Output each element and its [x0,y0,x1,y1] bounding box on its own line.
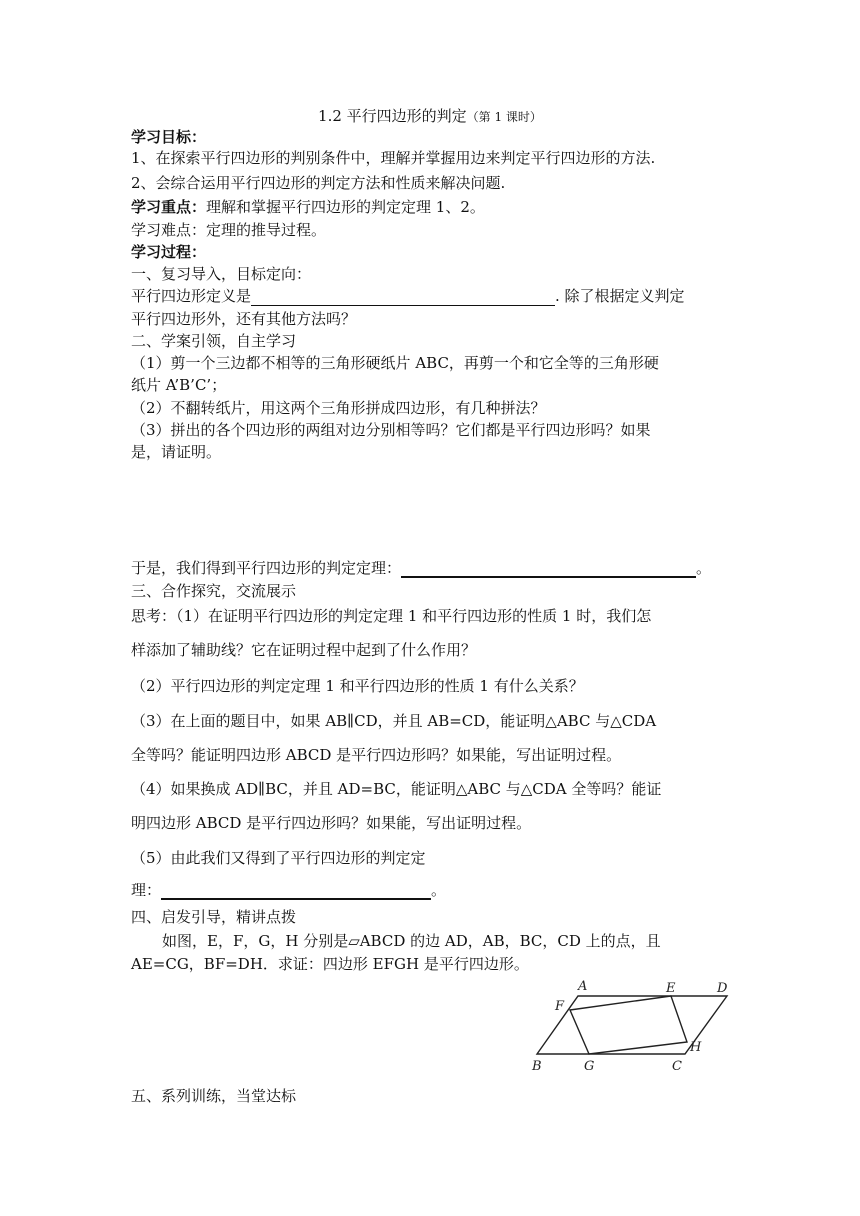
theorem-prompt-end: 。 [696,559,712,577]
definition-line-2: 平行四边形外，还有其他方法吗？ [131,310,357,328]
process-heading: 学习过程： [131,243,207,261]
activity-q3-line2: 是，请证明。 [131,443,222,461]
section5-heading: 五、系列训练，当堂达标 [131,1087,297,1105]
explore-q5-line2 [131,880,446,900]
key-point [131,197,485,217]
think-line2: 样添加了辅助线？它在证明过程中起到了什么作用？ [131,641,477,659]
title-main: 1.2 平行四边形的判定 [318,107,467,125]
quadrilateral-efgh [570,996,687,1054]
section3-heading: 三、合作探究，交流展示 [131,582,297,600]
theorem2-answer-blank[interactable] [161,881,431,900]
activity-q1-line1: （1）剪一个三边都不相等的三角形硬纸片 ABC，再剪一个和它全等的三角形硬 [131,354,659,372]
label-f: F [555,999,565,1014]
section4-heading: 四、启发引导，精讲点拨 [131,908,297,926]
definition-answer-blank[interactable] [251,288,555,306]
difficulty-label: 学习难点： [131,221,207,239]
explore-q4-line2: 明四边形 ABCD 是平行四边形吗？如果能，写出证明过程。 [131,814,532,832]
explore-q3-line2: 全等吗？能证明四边形 ABCD 是平行四边形吗？如果能，写出证明过程。 [131,746,622,764]
definition-prompt-end: . 除了根据定义判定 [555,287,685,305]
key-point-label: 学习重点： [131,198,207,216]
parallelogram-figure [520,975,745,1080]
section2-heading: 二、学案引领，自主学习 [131,332,297,350]
explore-q3-line1: （3）在上面的题目中，如果 AB∥CD，并且 AB=CD，能证明△ABC 与△CDA [131,712,657,730]
theorem-line [131,558,711,578]
difficulty [131,220,326,240]
label-e: E [666,981,676,996]
goal-item-1: 1、在探索平行四边形的判别条件中，理解并掌握用边来判定平行四边形的方法. [131,149,656,167]
label-b: B [532,1059,542,1074]
difficulty-text: 定理的推导过程。 [206,221,327,239]
goals-heading: 学习目标： [131,128,207,146]
theorem-answer-blank[interactable] [401,559,696,578]
theorem-prompt: 于是，我们得到平行四边形的判定定理： [131,559,402,577]
label-d: D [717,981,728,996]
label-g: G [584,1059,595,1074]
goal-item-2: 2、会综合运用平行四边形的判定方法和性质来解决问题. [131,174,506,192]
label-c: C [672,1059,682,1074]
title-subtitle: （第 1 课时） [466,110,542,124]
activity-q2: （2）不翻转纸片，用这两个三角形拼成四边形，有几种拼法？ [131,399,546,417]
page-title [0,105,860,126]
theorem2-prompt-end: 。 [431,881,447,899]
explore-q5-line1: （5）由此我们又得到了平行四边形的判定定 [131,849,426,867]
example-problem-line2: AE=CG，BF=DH．求证：四边形 EFGH 是平行四边形。 [131,955,529,973]
label-a: A [578,979,588,994]
think-line1: 思考：（1）在证明平行四边形的判定定理 1 和平行四边形的性质 1 时，我们怎 [131,607,652,625]
explore-q2: （2）平行四边形的判定定理 1 和平行四边形的性质 1 有什么关系？ [131,677,584,695]
activity-q1-line2: 纸片 A’B’C’； [131,376,227,394]
theorem2-prompt: 理： [131,881,162,899]
definition-line [131,286,685,306]
explore-q4-line1: （4）如果换成 AD∥BC，并且 AD=BC，能证明△ABC 与△CDA 全等吗？能证 [131,780,662,798]
section1-heading: 一、复习导入，目标定向： [131,265,312,283]
example-problem-line1: 如图，E，F，G，H 分别是▱ABCD 的边 AD，AB，BC，CD 上的点，且 [162,932,661,950]
label-h: H [690,1040,702,1055]
key-point-text: 理解和掌握平行四边形的判定定理 1、2。 [206,198,485,216]
definition-prompt: 平行四边形定义是 [131,287,252,305]
activity-q3-line1: （3）拼出的各个四边形的两组对边分别相等吗？它们都是平行四边形吗？如果 [131,421,651,439]
